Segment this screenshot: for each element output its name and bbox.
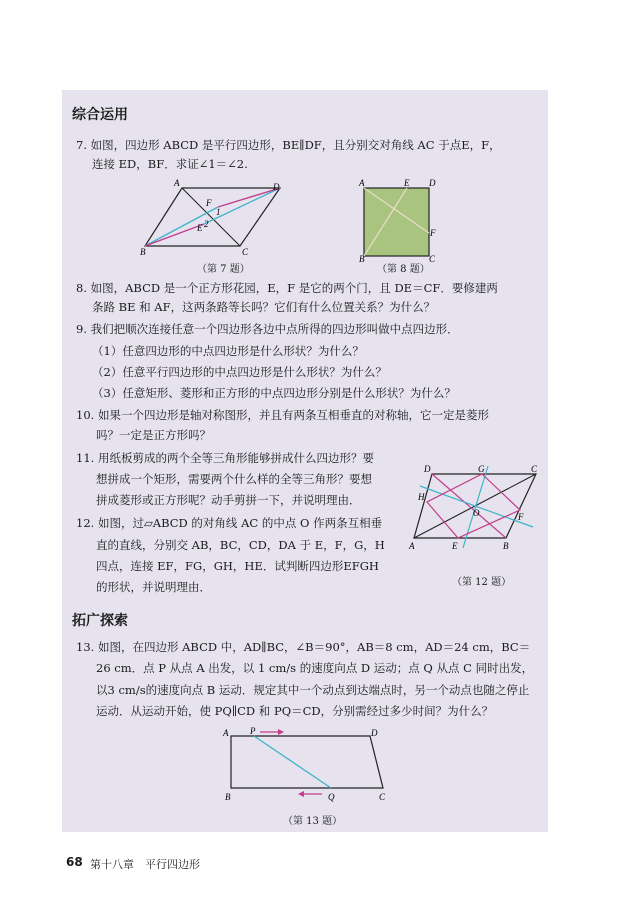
- figure-8-caption: （第 8 题）: [377, 264, 430, 275]
- problem-9-question-3: （3）任意矩形、菱形和正方形的中点四边形分别是什么形状？为什么？: [92, 386, 456, 400]
- fig7-label-B: B: [140, 247, 146, 256]
- fig13-label-Q: Q: [328, 792, 335, 802]
- section-title-practice: 综合运用: [72, 107, 128, 123]
- fig12-label-D: D: [424, 464, 431, 474]
- fig12-label-O: O: [473, 508, 480, 518]
- figure-7-parallelogram: [140, 176, 285, 256]
- problem-12-line-1: 12. 如图，过▱ABCD 的对角线 AC 的中点 O 作两条互相垂: [76, 516, 383, 530]
- fig7-label-D: D: [273, 182, 280, 192]
- page-number: 68: [66, 855, 83, 869]
- fig8-label-A: A: [359, 178, 365, 188]
- figure-12-caption: （第 12 题）: [452, 577, 512, 588]
- problem-11-line-1: 11. 用纸板剪成的两个全等三角形能够拼成什么四边形？要: [76, 451, 374, 465]
- figure-12-parallelogram: [408, 460, 546, 555]
- fig12-label-A: A: [409, 541, 415, 551]
- fig8-label-E: E: [404, 178, 410, 188]
- problem-10-line-2: 吗？一定是正方形吗？: [96, 428, 211, 442]
- fig8-label-B: B: [359, 254, 365, 262]
- fig7-label-F: F: [206, 198, 212, 208]
- figure-13-trapezoid: [218, 724, 398, 804]
- problem-11-line-3: 拼成菱形或正方形呢？动手剪拼一下，并说明理由．: [96, 493, 361, 507]
- fig12-label-E: E: [452, 541, 458, 551]
- fig7-label-E: E: [197, 223, 203, 233]
- problem-11-line-2: 想拼成一个矩形，需要两个什么样的全等三角形？要想: [96, 472, 372, 486]
- fig13-label-B: B: [225, 792, 231, 802]
- fig13-label-P: P: [250, 726, 256, 736]
- fig7-label-1: 1: [216, 207, 221, 217]
- problem-9-line-1: 9. 我们把顺次连接任意一个四边形各边中点所得的四边形叫做中点四边形．: [76, 322, 459, 336]
- fig7-label-2: 2: [204, 219, 209, 229]
- problem-12-line-3: 四点，连接 EF，FG，GH，HE．试判断四边形EFGH: [96, 559, 379, 573]
- fig12-label-H: H: [418, 492, 425, 502]
- fig12-label-B: B: [503, 541, 509, 551]
- problem-12-line-4: 的形状，并说明理由．: [96, 580, 211, 594]
- problem-7-line-2: 连接 ED，BF．求证∠1＝∠2.: [92, 157, 248, 171]
- problem-8-line-1: 8. 如图，ABCD 是一个正方形花园，E，F 是它的两个门，且 DE＝CF．要修建两: [76, 281, 498, 295]
- figure-8-square-garden: [357, 178, 437, 262]
- problem-13-line-4: 运动．从运动开始，使 PQ∥CD 和 PQ＝CD，分别需经过多少时间？为什么？: [96, 704, 494, 718]
- problem-9-question-2: （2）任意平行四边形的中点四边形是什么形状？为什么？: [92, 365, 387, 379]
- problem-13-line-3: 以3 cm/s的速度向点 B 运动．规定其中一个动点到达端点时，另一个动点也随之停止: [96, 683, 530, 697]
- figure-7-caption: （第 7 题）: [197, 264, 250, 275]
- problem-13-line-1: 13. 如图，在四边形 ABCD 中，AD∥BC，∠B＝90°，AB＝8 cm，AD＝24 cm，BC＝: [76, 640, 531, 654]
- fig12-label-G: G: [478, 464, 485, 474]
- fig12-label-F: F: [518, 512, 524, 522]
- fig13-label-D: D: [371, 728, 378, 738]
- fig12-label-C: C: [531, 464, 538, 474]
- fig8-label-C: C: [429, 254, 436, 262]
- fig8-label-D: D: [429, 178, 436, 188]
- problem-10-line-1: 10. 如果一个四边形是轴对称图形，并且有两条互相垂直的对称轴，它一定是菱形: [76, 408, 489, 422]
- problem-9-question-1: （1）任意四边形的中点四边形是什么形状？为什么？: [92, 344, 364, 358]
- fig8-label-F: F: [430, 228, 436, 238]
- fig13-label-A: A: [223, 728, 229, 738]
- problem-8-line-2: 条路 BE 和 AF，这两条路等长吗？它们有什么位置关系？为什么？: [92, 300, 436, 314]
- fig7-label-C: C: [242, 247, 249, 256]
- fig13-label-C: C: [379, 792, 386, 802]
- section-title-extension: 拓广探索: [72, 613, 128, 629]
- problem-13-line-2: 26 cm．点 P 从点 A 出发，以 1 cm/s 的速度向点 D 运动；点 Q 从点 C 同时出发，: [96, 661, 534, 675]
- problem-12-line-2: 直的直线，分别交 AB，BC，CD，DA 于 E，F，G，H: [96, 538, 385, 552]
- problem-7-line-1: 7. 如图，四边形 ABCD 是平行四边形，BE∥DF，且分别交对角线 AC 于点E，F，: [76, 138, 501, 152]
- figure-13-caption: （第 13 题）: [283, 816, 343, 827]
- chapter-title: 第十八章 平行四边形: [90, 858, 200, 871]
- fig7-label-A: A: [174, 178, 180, 188]
